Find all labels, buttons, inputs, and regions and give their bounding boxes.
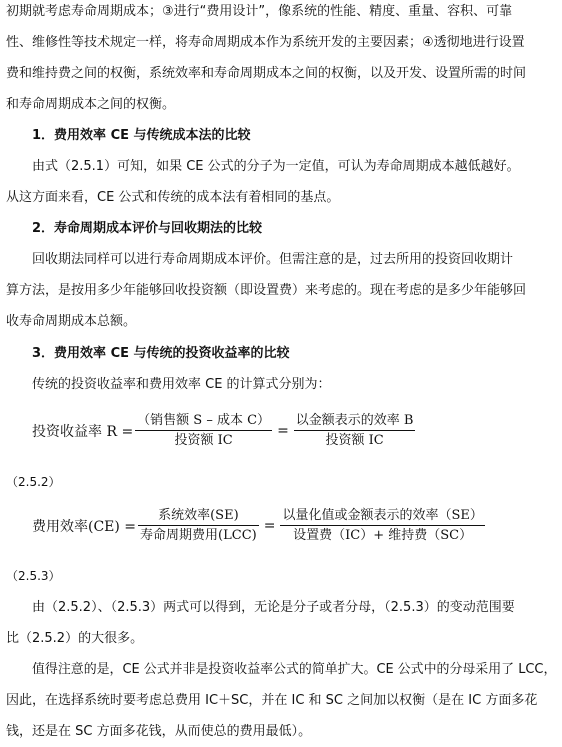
section-2-line-1: 回收期法同样可以进行寿命周期成本评价。但需注意的是，过去所用的投资回收期计 <box>32 252 514 267</box>
equation-ce-lhs: 费用效率(CE) = <box>32 518 137 535</box>
fraction-denominator: 寿命周期费用(LCC) <box>140 528 257 543</box>
intro-line-4: 和寿命周期成本之间的权衡。 <box>6 97 176 112</box>
equation-roi-fraction-2 <box>294 412 416 449</box>
equation-roi-lhs: 投资收益率 R = <box>32 423 134 440</box>
final-line-1: 值得注意的是，CE 公式并非是投资收益率公式的简单扩大。CE 公式中的分母采用了 LCC， <box>32 662 557 677</box>
equation-roi-fraction-1 <box>135 412 272 449</box>
fraction-bar <box>138 525 259 526</box>
section-1-heading: 1．费用效率 CE 与传统成本法的比较 <box>32 128 251 143</box>
equals-sign: = <box>263 517 276 534</box>
fraction-numerator: 以量化值或金额表示的效率（SE） <box>282 508 483 523</box>
equals-sign: = <box>277 422 289 439</box>
fraction-denominator: 设置费（IC）+ 维持费（SC） <box>293 528 473 543</box>
section-2-line-2: 算方法，是按用多少年能够回收投资额（即设置费）来考虑的。现在考虑的是多少年能够回 <box>6 283 527 298</box>
intro-line-1: 初期就考虑寿命周期成本；③进行“费用设计”，像系统的性能、精度、重量、容积、可靠 <box>6 4 513 19</box>
equation-ce-label: （2.5.3） <box>6 569 61 583</box>
section-1-line-2: 从这方面来看，CE 公式和传统的成本法有着相同的基点。 <box>6 190 340 205</box>
comparison-line-1: 由（2.5.2）、（2.5.3）两式可以得到，无论是分子或者分母，（2.5.3）的变动范围要 <box>32 600 515 615</box>
section-2-line-3: 收寿命周期成本总额。 <box>6 314 137 329</box>
fraction-numerator: 以金额表示的效率 B <box>295 413 414 428</box>
fraction-bar <box>280 525 484 526</box>
intro-line-2: 性、维修性等技术规定一样，将寿命周期成本作为系统开发的主要因素；④透彻地进行设置 <box>6 35 525 50</box>
comparison-line-2: 比（2.5.2）的大很多。 <box>6 631 144 646</box>
section-1-line-1: 由式（2.5.1）可知，如果 CE 公式的分子为一定值，可认为寿命周期成本越低越好。 <box>32 159 520 174</box>
fraction-denominator: 投资额 IC <box>325 433 384 448</box>
fraction-bar <box>135 430 272 431</box>
fraction-numerator: 系统效率(SE) <box>158 508 239 523</box>
final-line-3: 钱，还是在 SC 方面多花钱，从而使总的费用最低）。 <box>6 724 312 739</box>
section-3-intro: 传统的投资收益率和费用效率 CE 的计算式分别为： <box>32 377 331 392</box>
intro-line-3: 费和维持费之间的权衡，系统效率和寿命周期成本之间的权衡，以及开发、设置所需的时间 <box>6 66 527 81</box>
fraction-denominator: 投资额 IC <box>174 433 233 448</box>
fraction-bar <box>294 430 416 431</box>
equation-roi-label: （2.5.2） <box>6 475 61 489</box>
section-3-heading: 3．费用效率 CE 与传统的投资收益率的比较 <box>32 346 290 361</box>
fraction-numerator: （销售额 S – 成本 C） <box>137 413 271 428</box>
equation-ce <box>32 507 487 544</box>
section-2-heading: 2．寿命周期成本评价与回收期法的比较 <box>32 221 263 236</box>
equation-roi <box>32 412 417 449</box>
equation-ce-fraction-2 <box>280 507 484 544</box>
equation-ce-fraction-1 <box>138 507 259 544</box>
final-line-2: 因此，在选择系统时要考虑总费用 IC＋SC，并在 IC 和 SC 之间加以权衡（是在 IC 方面多花 <box>6 693 538 708</box>
